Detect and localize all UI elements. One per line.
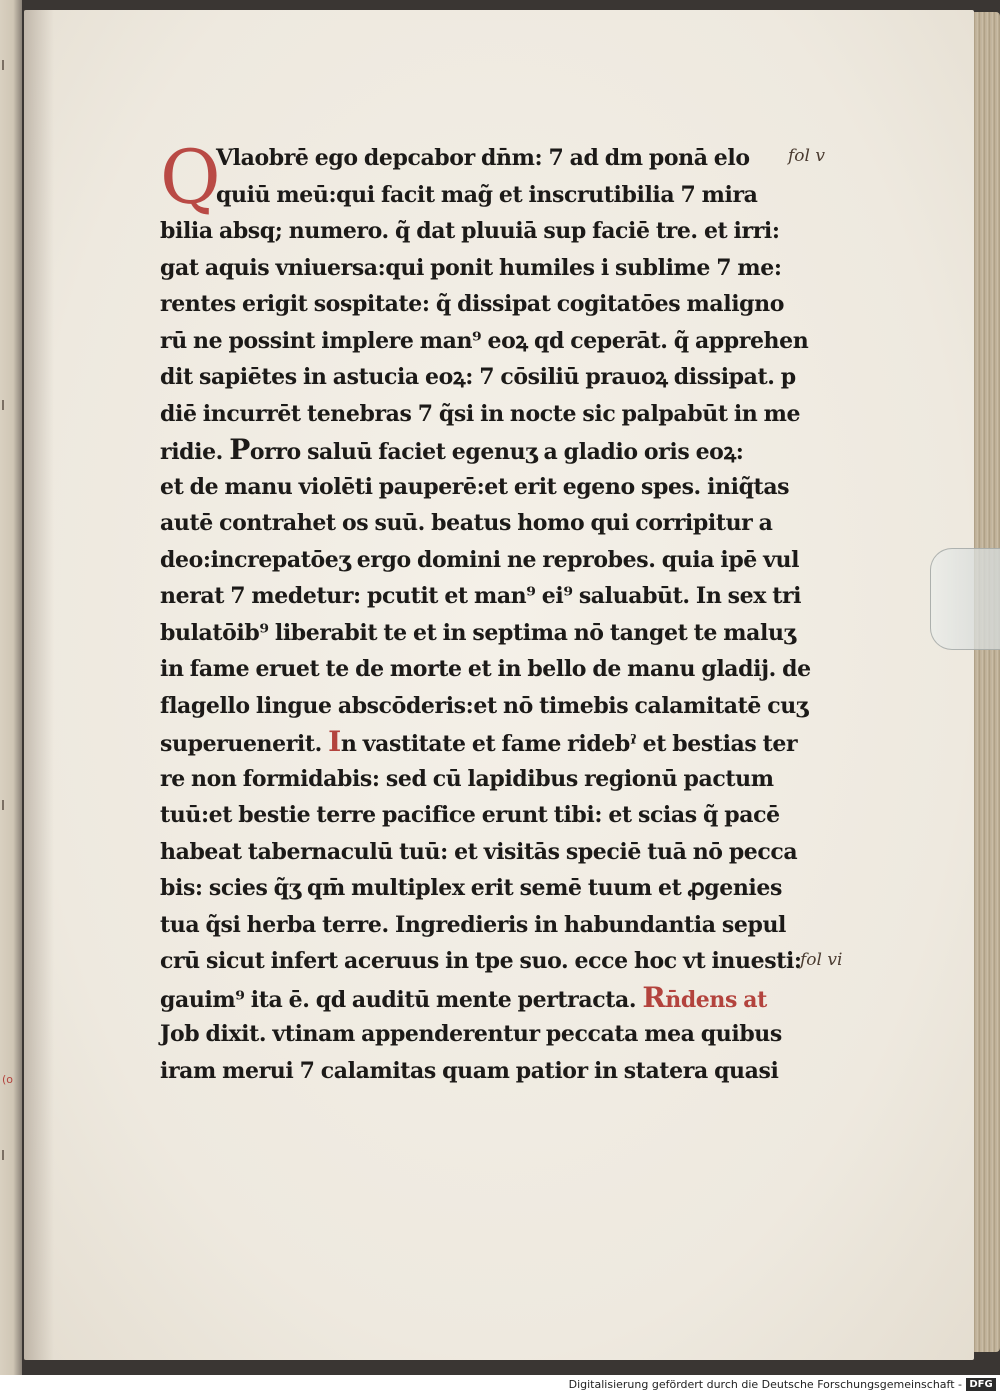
text-line: [160, 396, 800, 433]
text-line: [160, 651, 811, 688]
marginal-note: fol v: [788, 146, 825, 166]
text-segment: ridie.: [160, 439, 230, 465]
text-line: [160, 980, 800, 1017]
text-line: [160, 834, 800, 871]
text-segment: rū ne possint implere man⁹ eoꝝ qd ceperāt. q̃ apprehen: [160, 327, 809, 354]
lombard-initial: P: [229, 433, 250, 466]
binding-mark: [2, 400, 10, 410]
decorated-initial: Q: [160, 135, 221, 221]
text-segment: rentes erigit sospitate: q̃ dissipat cogitatōes maligno: [160, 291, 785, 317]
text-segment: bis: scies q̃ʒ qm̄ multiplex erit semē tuum et ꝓgenies: [160, 875, 782, 901]
text-line: [160, 943, 800, 980]
text-segment: bulatōib⁹ liberabit te et in septima nō tanget te maluʒ: [160, 619, 796, 646]
footer-bar: [0, 1375, 1000, 1395]
text-segment: et de manu violēti pauperē:et erit egeno spes. iniq̃tas: [160, 473, 790, 500]
text-segment: tuū:et bestie terre pacifice erunt tibi: et scias q̃ pacē: [160, 802, 780, 828]
text-segment: habeat tabernaculū tuū: et visitās speciē tuā nō pecca: [160, 838, 798, 865]
rubricated-text: n̄dens at: [665, 986, 767, 1013]
text-line: [160, 1053, 800, 1090]
text-line: [160, 907, 800, 944]
library-stamp: (o: [2, 1073, 14, 1086]
text-line: [160, 688, 808, 725]
text-line: [160, 250, 800, 287]
text-segment: iram merui 7 calamitas quam patior in statera quasi: [160, 1057, 779, 1084]
text-line: [160, 359, 800, 396]
gutter-shadow: [24, 10, 54, 1360]
facing-page-edge: [0, 0, 22, 1375]
text-segment: tua q̃si herba terre. Ingredieris in habundantia sepul: [160, 911, 786, 938]
text-segment: in fame eruet te de morte et in bello de manu gladij. de: [160, 656, 811, 682]
text-segment: flagello lingue abscōderis:et nō timebis calamitatē cuʒ: [160, 692, 808, 719]
text-line: [160, 469, 800, 506]
text-segment: n vastitate et fame ridebˀ et bestias ter: [340, 731, 798, 757]
text-line: [160, 286, 800, 323]
text-line: [160, 542, 800, 579]
text-line: [160, 797, 800, 834]
binding-mark: [2, 60, 10, 70]
text-line: [160, 724, 800, 761]
text-segment: crū sicut infert aceruus in tpe suo. ecce hoc vt inuesti:: [160, 948, 802, 974]
text-segment: gat aquis vniuersa:qui ponit humiles i sublime 7 me:: [160, 254, 782, 281]
rubricated-initial: I: [328, 725, 341, 758]
text-line: [160, 323, 809, 360]
text-line: [160, 615, 800, 652]
text-segment: gauim⁹ ita ē. qd auditū mente pertracta.: [160, 986, 643, 1013]
text-segment: orro saluū faciet egenuʒ a gladio oris eoꝝ:: [249, 439, 744, 465]
rubricated-initial: R: [642, 980, 666, 1014]
text-line: [160, 177, 800, 214]
text-segment: dit sapiētes in astucia eoꝝ: 7 cōsiliū prauoꝝ dissipat. p: [160, 364, 796, 390]
funding-credit: Digitalisierung gefördert durch die Deutsche Forschungsgemeinschaft -: [568, 1378, 962, 1391]
text-segment: nerat 7 medetur: pcutit et man⁹ ei⁹ saluabūt. In sex tri: [160, 583, 802, 609]
text-segment: Vlaobrē ego depcabor dn̄m: 7 ad dm ponā elo: [216, 145, 750, 171]
text-segment: superuenerit.: [160, 731, 329, 757]
text-segment: bilia absq; numero. q̃ dat pluuiā sup faciē tre. et irri:: [160, 218, 780, 244]
text-line: [160, 870, 800, 907]
text-line: [160, 1016, 800, 1053]
text-segment: deo:increpatōeʒ ergo domini ne reprobes. quia ipē vul: [160, 546, 800, 573]
text-segment: autē contrahet os suū. beatus homo qui corripitur a: [160, 510, 773, 536]
text-line: [160, 213, 800, 250]
dfg-logo: DFG: [966, 1378, 996, 1391]
binding-mark: [2, 800, 10, 810]
text-segment: quiū meū:qui facit mag̃ et inscrutibilia 7 mira: [216, 181, 758, 208]
marginal-note: fol vi: [800, 950, 843, 970]
text-segment: re non formidabis: sed cū lapidibus regionū pactum: [160, 765, 774, 792]
text-line: [160, 432, 800, 469]
binding-mark: [2, 1150, 10, 1160]
text-segment: Job dixit. vtinam appenderentur peccata mea quibus: [160, 1021, 782, 1047]
page-clip: [930, 548, 1000, 650]
text-line: [160, 578, 800, 615]
text-line: [160, 140, 800, 177]
text-segment: diē incurrēt tenebras 7 q̃si in nocte sic palpabūt in me: [160, 400, 801, 427]
text-line: [160, 505, 800, 542]
text-line: [160, 761, 800, 798]
